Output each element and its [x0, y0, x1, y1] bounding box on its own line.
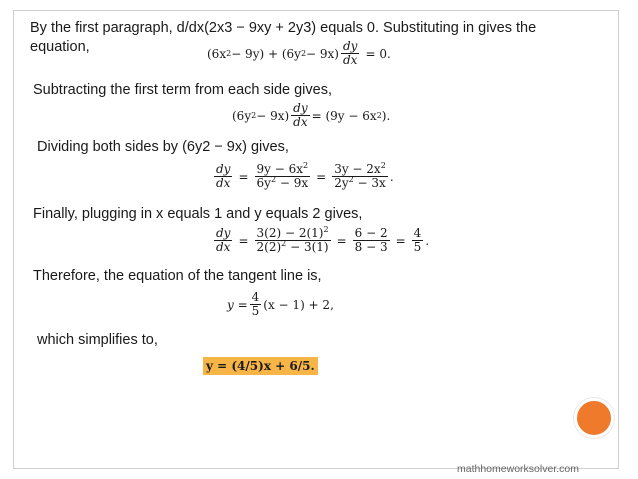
- orange-circle-decoration: [574, 398, 614, 438]
- fraction-1: $\frac{9y - 6x^2}{6y^2 - 9x}$: [256, 161, 309, 190]
- paragraph-line-6: Therefore, the equation of the tangent line is,: [33, 268, 322, 284]
- dy-dx-fraction: $\frac{dy}{dx}$: [216, 226, 231, 254]
- fraction-3: $\frac{4}{5}$: [413, 226, 422, 254]
- paragraph-line-5: Finally, plugging in x equals 1 and y equals 2 gives,: [33, 206, 363, 222]
- dy-dx-fraction: $\frac{dy}{dx}$: [342, 39, 358, 67]
- paragraph-line-7: which simplifies to,: [37, 332, 158, 348]
- paragraph-line-3: Subtracting the first term from each side gives,: [33, 82, 332, 98]
- equation-subtracted: (6y 2 − 9x) $\frac{dy}{dx}$ = (9y − 6x 2 ).: [232, 101, 391, 129]
- paragraph-line-1: By the first paragraph, d/dx(2x3 − 9xy + 2y3) equals 0. Substituting in gives the: [30, 20, 537, 36]
- equation-divided: $\frac{dy}{dx}$ = $\frac{9y - 6x^2}{6y^2 - 9x}$ = $\frac{3y - 2x^2}{2y^2 - 3x}$ .: [216, 161, 394, 190]
- fraction-four-fifths: $\frac{4}{5}$: [251, 290, 260, 318]
- fraction-2: $\frac{6 - 2}{8 - 3}$: [354, 226, 388, 254]
- footer-website: mathhomeworksolver.com: [457, 463, 579, 475]
- equation-tangent-line: y = $\frac{4}{5}$ (x − 1) + 2,: [227, 290, 334, 318]
- dy-dx-fraction: $\frac{dy}{dx}$: [293, 101, 308, 129]
- equation-evaluated: $\frac{dy}{dx}$ = $\frac{3(2) - 2(1)^2}{2(2)^2 - 3(1)}$ = $\frac{6 - 2}{8 - 3}$ = $\frac{4}{5}$ .: [216, 225, 430, 254]
- paragraph-line-2: equation,: [30, 39, 90, 55]
- fraction-2: $\frac{3y - 2x^2}{2y^2 - 3x}$: [334, 161, 386, 190]
- dy-dx-fraction: $\frac{dy}{dx}$: [216, 162, 231, 190]
- fraction-1: $\frac{3(2) - 2(1)^2}{2(2)^2 - 3(1)}$: [256, 225, 329, 254]
- final-answer-highlight: y = (4/5)x + 6/5.: [203, 357, 318, 375]
- equation-substituted: (6x 2 − 9y) + (6y 2 − 9x) $\frac{dy}{dx}$ = 0.: [207, 39, 391, 67]
- paragraph-line-4: Dividing both sides by (6y2 − 9x) gives,: [37, 139, 289, 155]
